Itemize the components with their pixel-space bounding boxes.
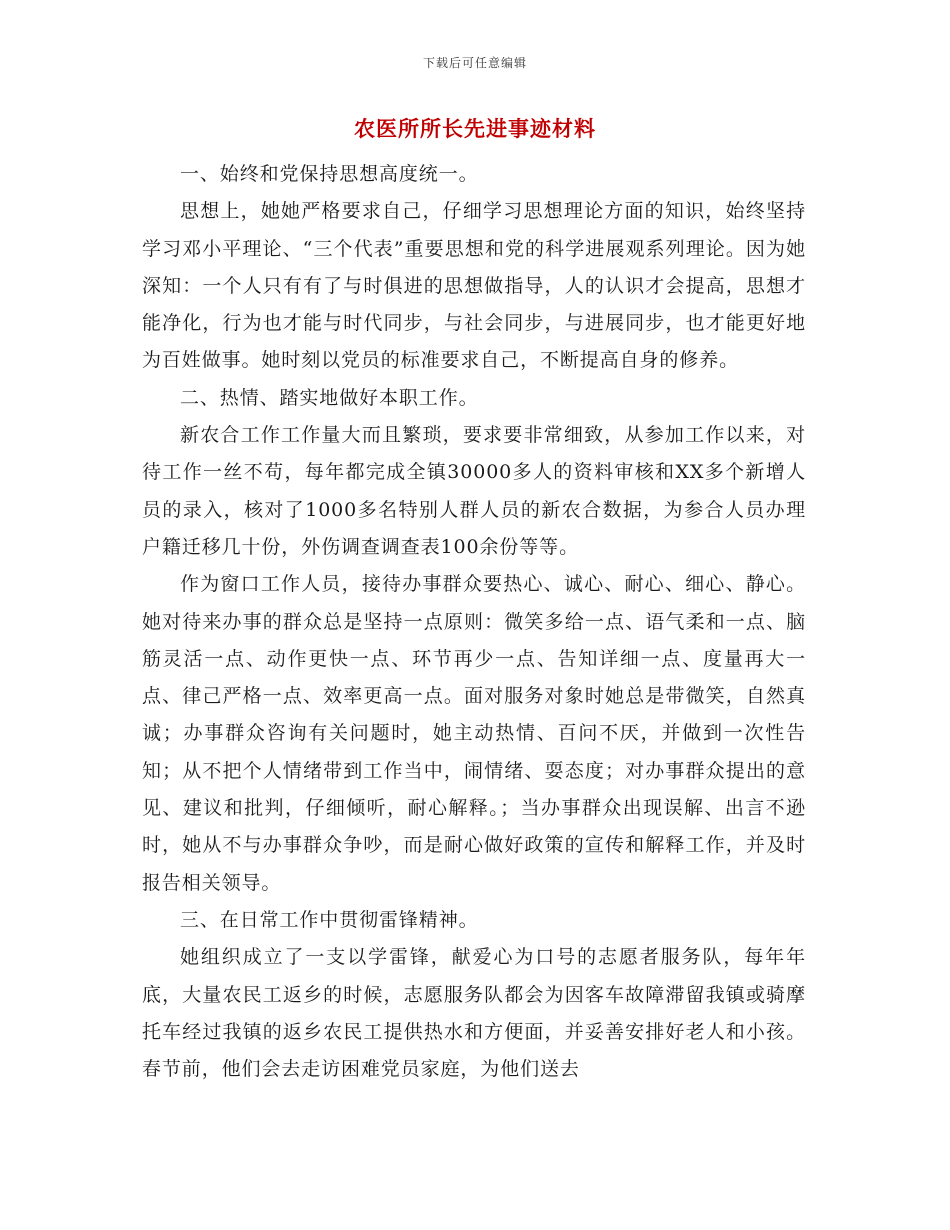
header-note: 下载后可任意编辑 xyxy=(422,56,527,70)
section-heading-1: 一、始终和党保持思想高度统一。 xyxy=(180,163,479,185)
document-title: 农医所所长先进事迹材料 xyxy=(354,116,596,141)
body-paragraph: 作为窗口工作人员，接待办事群众要热心、诚心、耐心、细心、静心。她对待来办事的群众总是坚持一点原则：微笑多给一点、语气柔和一点、脑筋灵活一点、动作更快一点、环节再少一点、告知详细一点、度量再大一点、律己严格一点、效率更高一点。面对服务对象时她总是带微笑，自然真诚；办事群众咨询有关问题时，她主动热情、百问不厌，并做到一次性告知；从不把个人情绪带到工作当中，闹情绪、耍态度；对办事群众提出的意见、建议和批判，仔细倾听，耐心解释。；当办事群众出现误解、出言不逊时，她从不与办事群众争吵，而是耐心做好政策的宣传和解释工作，并及时报告相关领导。 xyxy=(142,573,806,894)
section-heading-2: 二、热情、踏实地做好本职工作。 xyxy=(180,386,479,409)
body-paragraph: 她组织成立了一支以学雷锋，献爱心为口号的志愿者服务队，每年年底，大量农民工返乡的时候，志愿服务队都会为因客车故障滞留我镇或骑摩托车经过我镇的返乡农民工提供热水和方便面，并妥善安排好老人和小孩。春节前，他们会去走访困难党员家庭，为他们送去 xyxy=(142,946,806,1081)
document-body xyxy=(142,156,806,1088)
body-paragraph: 新农合工作工作量大而且繁琐，要求要非常细致，从参加工作以来，对待工作一丝不苟，每年都完成全镇30000多人的资料审核和XX多个新增人员的录入，核对了1000多名特别人群人员的新农合数据，为参合人员办理户籍迁移几十份，外伤调查调查表100余份等等。 xyxy=(142,424,806,558)
section-heading-3: 三、在日常工作中贯彻雷锋精神。 xyxy=(180,908,479,931)
body-paragraph: 思想上，她她严格要求自己，仔细学习思想理论方面的知识，始终坚持学习邓小平理论、“三个代表”重要思想和党的科学进展观系列理论。因为她深知：一个人只有有了与时俱进的思想做指导，人的认识才会提高，思想才能净化，行为也才能与时代同步，与社会同步，与进展同步，也才能更好地为百姓做事。她时刻以党员的标准要求自己，不断提高自身的修养。 xyxy=(142,200,806,372)
